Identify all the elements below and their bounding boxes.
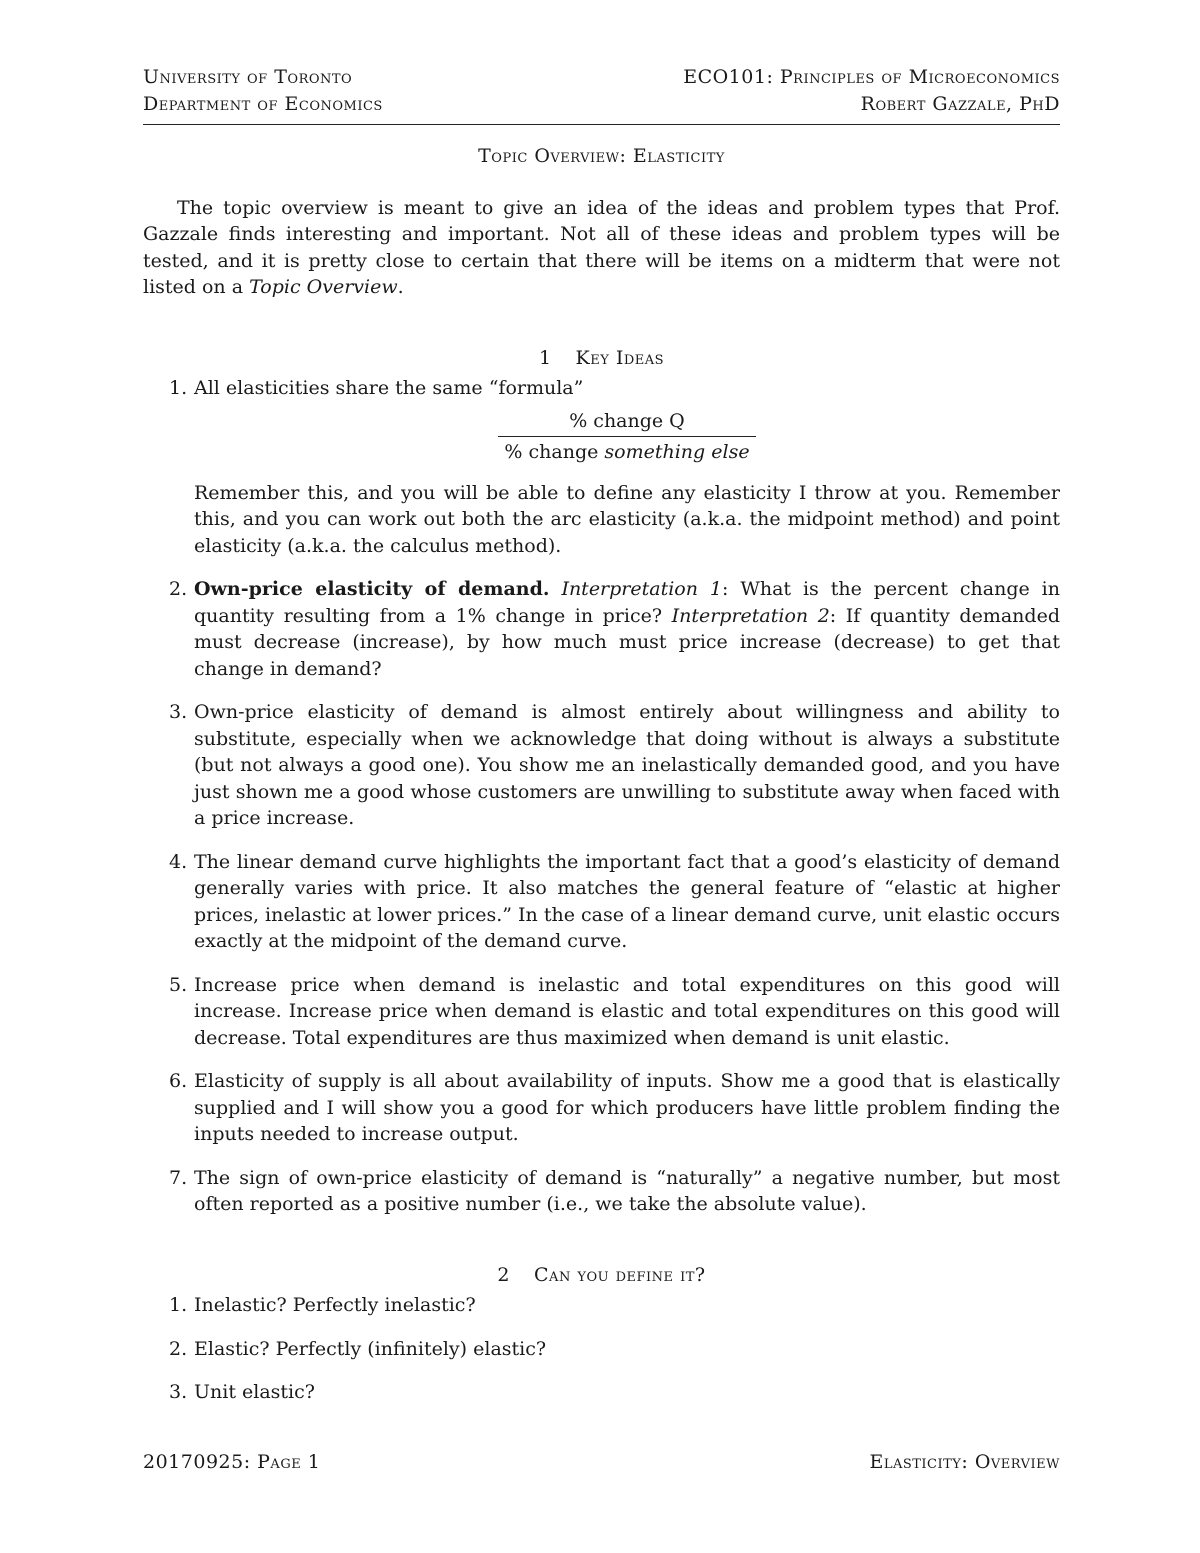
instructor-name: Robert Gazzale, PhD [860,93,1060,115]
formula-denominator-emphasis: something else [604,441,750,463]
header-divider [143,124,1060,125]
item-text: The sign of own-price elasticity of demand is “naturally” a negative number, but most often reported as a positive number (i.e., we take the absolute value). [194,1166,1060,1215]
list-item [143,1068,1060,1148]
item-text: Increase price when demand is inelastic and total expenditures on this good will increase. Increase price when demand is elastic and total expenditures on this good will decrease. Total expenditures are thus maximized when demand is unit elastic. [194,973,1060,1049]
item-text: All elasticities share the same “formula” [194,377,584,399]
formula-denominator-prefix: % change [504,441,605,463]
section-1-number: 1 [538,346,552,369]
item-number: 4. [169,850,188,873]
define-it-list [143,1292,1060,1406]
item-number: 5. [169,973,188,996]
list-item [143,972,1060,1052]
item-text: The linear demand curve highlights the important fact that a good’s elasticity of demand generally varies with price. It also matches the general feature of “elastic at higher prices, inelastic at lower prices.” In the case of a linear demand curve, unit elastic occurs exactly at the midpoint of the demand curve. [194,850,1060,952]
page-header [143,64,1060,118]
formula-fraction [498,408,755,466]
section-1-heading [143,345,1060,372]
item-number: 2. [169,578,188,600]
header-row-1 [143,64,1060,91]
item-number: 1. [169,377,188,399]
interpretation-2-text: : If quantity demanded must decrease (increase), by how much must price increase (decrease) to get that change in demand? [194,604,1060,680]
list-item [143,699,1060,832]
intro-emphasis: Topic Overview [249,276,398,298]
item-text: Own-price elasticity of demand is almost entirely about willingness and ability to substitute, especially when we acknowledge that doing without is always a substitute (but not always a good one). You show me an inelastically demanded good, and you have just shown me a good whose customers are unwilling to substitute away when faced with a price increase. [194,701,1060,829]
interpretation-1-label: Interpretation 1 [561,578,722,600]
interpretation-1-text: : What is the percent change in quantity resulting from a 1% change in price? [194,578,1060,627]
interpretation-2-label: Interpretation 2 [671,604,830,627]
intro-text: The topic overview is meant to give an idea of the ideas and problem types that Prof. Gazzale finds interesting and important. Not all of these ideas and problem types will be tested, and it is pretty close to certain that there will be items on a midterm that were not listed on a [143,196,1060,298]
section-1-title: Key Ideas [575,346,665,369]
header-row-2 [143,91,1060,118]
list-item [143,1165,1060,1218]
item-text: Unit elastic? [194,1381,315,1403]
elasticity-formula [194,408,1060,466]
intro-paragraph [143,195,1060,301]
item-number: 7. [169,1166,188,1189]
intro-tail: . [397,276,404,298]
page-title: Topic Overview: Elasticity [478,145,725,167]
list-item [143,576,1060,682]
item-number: 1. [169,1294,188,1316]
list-item [143,1336,1060,1363]
item-number: 3. [169,1381,188,1403]
item-bold-term: Own-price elasticity of demand. [194,578,550,600]
list-item [143,849,1060,955]
formula-denominator [498,436,755,466]
item-note: Remember this, and you will be able to define any elasticity I throw at you. Remember this, and you can work out both the arc elasticity (a.k.a. the midpoint method) and point elasticity (a.k.a. the calculus method). [194,481,1060,557]
item-number: 2. [169,1337,188,1360]
list-item [143,1292,1060,1319]
key-ideas-list [143,375,1060,1218]
section-2-number: 2 [497,1263,511,1286]
item-text: Elastic? Perfectly (infinitely) elastic? [194,1337,547,1360]
university-name: University of Toronto [143,66,353,88]
footer-topic: Elasticity: Overview [869,1451,1060,1473]
document-body [143,143,1060,1423]
section-2-heading [143,1262,1060,1289]
item-number: 6. [169,1070,188,1092]
list-item [143,1379,1060,1406]
section-2-title: Can you define it? [534,1263,706,1286]
item-number: 3. [169,701,188,723]
course-title: ECO101: Principles of Microeconomics [683,66,1060,88]
list-item [143,375,1060,559]
department-name: Department of Economics [143,93,383,115]
footer-date-page: 20170925: Page 1 [143,1451,321,1473]
formula-numerator-text: % change Q [569,409,685,432]
item-text: Inelastic? Perfectly inelastic? [194,1294,476,1316]
page-footer [143,1451,1060,1473]
formula-numerator [563,408,691,437]
item-text: Elasticity of supply is all about availability of inputs. Show me a good that is elastically supplied and I will show you a good for which producers have little problem finding the inputs needed to increase output. [194,1070,1060,1145]
